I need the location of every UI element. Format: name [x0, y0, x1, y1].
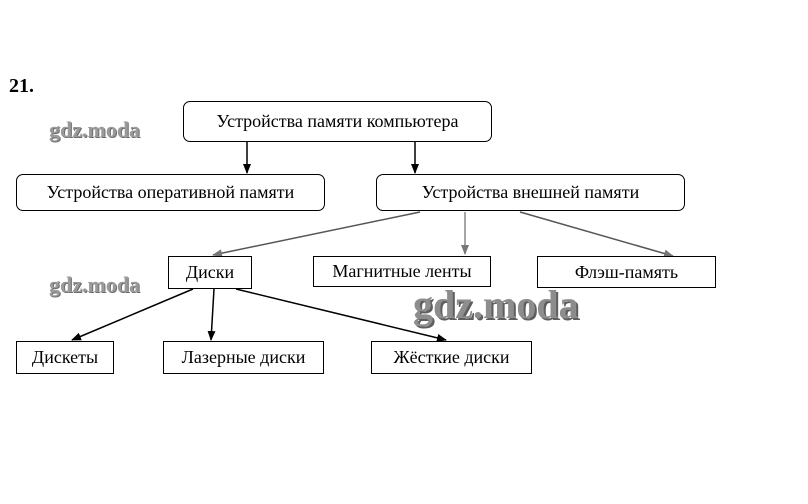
node-ram: Устройства оперативной памяти: [16, 174, 325, 211]
watermark-top-left: gdz.moda: [49, 117, 141, 142]
node-floppy: Дискеты: [16, 341, 114, 374]
node-hard: Жёсткие диски: [371, 341, 532, 374]
watermark-center: gdz.moda: [413, 282, 579, 327]
arrow-external-to-flash: [520, 212, 673, 256]
node-tapes: Магнитные ленты: [313, 256, 491, 287]
watermark-mid-left: gdz.moda: [49, 272, 141, 297]
node-laser: Лазерные диски: [163, 341, 324, 374]
node-root: Устройства памяти компьютера: [183, 101, 492, 142]
node-flash: Флэш-память: [537, 256, 716, 288]
node-external: Устройства внешней памяти: [376, 174, 685, 211]
arrow-disks-to-laser: [211, 289, 214, 340]
arrow-external-to-disks: [213, 212, 420, 255]
node-disks: Диски: [168, 256, 252, 289]
task-number: 21.: [9, 75, 34, 97]
